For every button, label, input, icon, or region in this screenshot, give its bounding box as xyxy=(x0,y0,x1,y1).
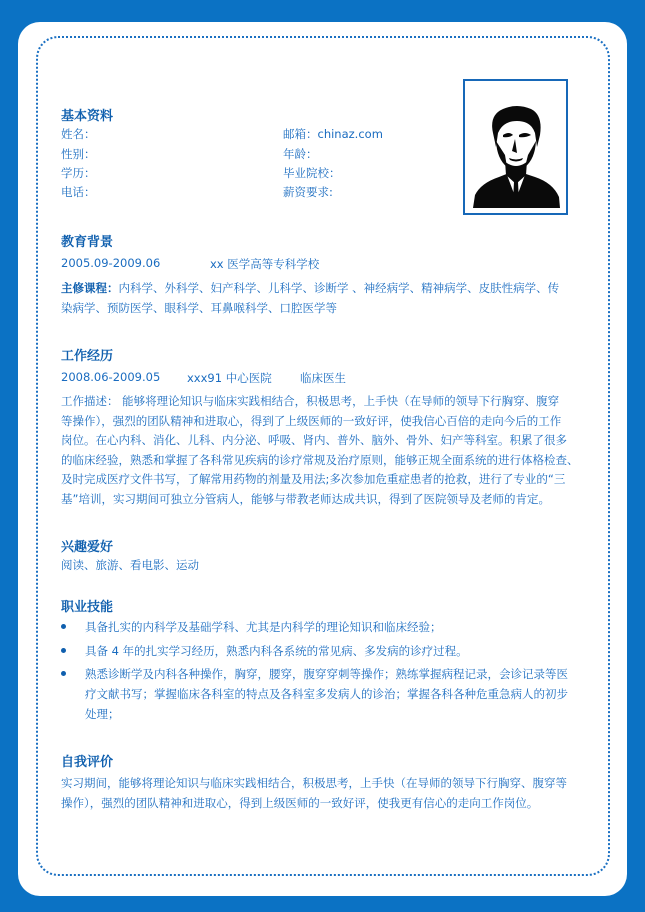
work-line-4: 的临床经验，熟悉和掌握了各科常见疾病的诊疗常规及治疗原则，能够正规全面系统的进行体格检查、 xyxy=(61,453,579,467)
skill-item-3-line-3: 处理； xyxy=(85,707,120,721)
hobby-heading: 兴趣爱好 xyxy=(61,540,114,555)
phone-label: 电话： xyxy=(61,185,96,199)
work-line-1: 工作描述： 能够将理论知识与临床实践相结合，积极思考，上手快（在导师的领导下行胸穿、腹穿 xyxy=(61,394,560,408)
self-heading: 自我评价 xyxy=(61,755,114,770)
salary-label: 薪资要求: xyxy=(283,185,333,199)
bullet-dot xyxy=(61,671,66,676)
hobby-text: 阅读、旅游、看电影、运动 xyxy=(61,558,199,572)
education-school: xx 医学高等专科学校 xyxy=(210,257,320,271)
age-label: 年龄： xyxy=(283,147,318,161)
education-period: 2005.09-2009.06 xyxy=(61,256,161,270)
work-line-3: 岗位。在心内科、消化、儿科、内分泌、呼吸、肾内、普外、脑外、骨外、妇产等科室。积累了很多 xyxy=(61,433,567,447)
work-period: 2008.06-2009.05 xyxy=(61,370,161,384)
gender-label: 性别： xyxy=(61,147,96,161)
education-heading: 教育背景 xyxy=(61,235,114,250)
self-line-1: 实习期间，能够将理论知识与临床实践相结合，积极思考，上手快（在导师的领导下行胸穿、腹穿等 xyxy=(61,776,567,790)
skill-item-1: 具备扎实的内科学及基础学科、尤其是内科学的理论知识和临床经验； xyxy=(85,620,442,634)
email-label: 邮箱：chinaz.com xyxy=(283,127,383,141)
portrait-silhouette-icon xyxy=(465,81,566,213)
bullet-dot xyxy=(61,648,66,653)
work-line-5: 及时完成医疗文件书写，了解常用药物的剂量及用法;多次参加危重症患者的抢救，进行了专业的“三 xyxy=(61,472,566,486)
education-label: 学历： xyxy=(61,166,96,180)
skill-item-3-line-2: 疗文献书写；掌握临床各科室的特点及各科室多发病人的诊治；掌握各科各种危重急病人的初步 xyxy=(85,687,568,701)
courses-line-1 xyxy=(61,280,559,296)
profile-photo xyxy=(463,79,568,215)
basic-heading: 基本资料 xyxy=(61,109,114,124)
courses-text-1: 内科学、外科学、妇产科学、儿科学、诊断学 、神经病学、精神病学、皮肤性病学、传 xyxy=(118,281,560,295)
skill-item-2: 具备 4 年的扎实学习经历，熟悉内科各系统的常见病、多发病的诊疗过程。 xyxy=(85,644,468,658)
skill-item-3-line-1: 熟悉诊断学及内科各种操作，胸穿，腰穿，腹穿穿刺等操作；熟练掌握病程记录，会诊记录等医 xyxy=(85,667,568,681)
courses-line-2: 染病学、预防医学、眼科学、耳鼻喉科学、口腔医学等 xyxy=(61,301,337,315)
work-line-2: 等操作），强烈的团队精神和进取心，得到了上级医师的一致好评，使我信心百倍的走向今后的工作 xyxy=(61,414,562,428)
work-line-6: 基”培训，实习期间可独立分管病人，能够与带教老师达成共识，得到了医院领导及老师的肯定。 xyxy=(61,492,550,506)
work-heading: 工作经历 xyxy=(61,349,114,364)
skills-heading: 职业技能 xyxy=(61,600,114,615)
work-position: 临床医生 xyxy=(300,371,346,385)
school-label: 毕业院校： xyxy=(283,166,341,180)
self-line-2: 操作），强烈的团队精神和进取心，得到上级医师的一致好评，使我更有信心的走向工作岗位。 xyxy=(61,796,539,810)
bullet-dot xyxy=(61,624,66,629)
courses-label: 主修课程： xyxy=(61,281,119,295)
work-hospital: xxx91 中心医院 xyxy=(187,371,272,385)
name-label: 姓名： xyxy=(61,127,96,141)
